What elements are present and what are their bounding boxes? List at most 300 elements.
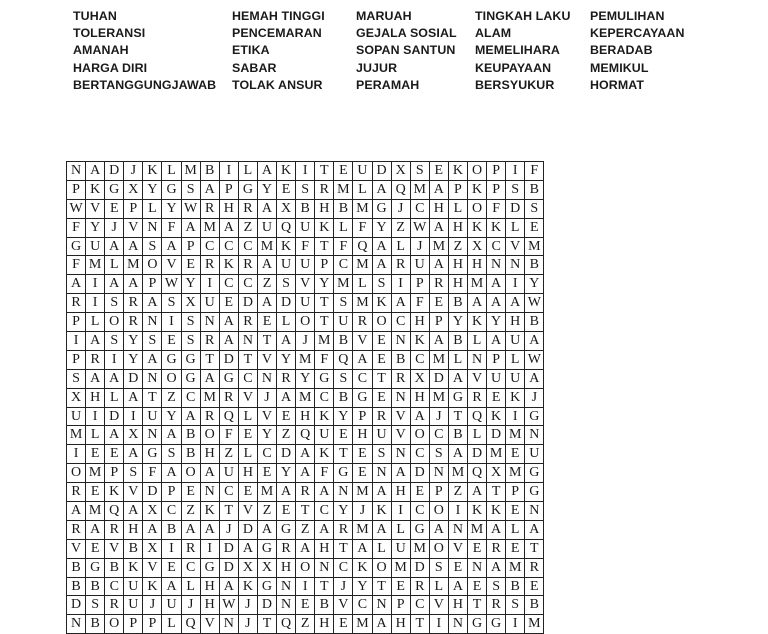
letter-cell[interactable]: R <box>353 313 372 332</box>
letter-cell[interactable]: A <box>448 577 467 596</box>
letter-cell[interactable]: A <box>448 445 467 464</box>
letter-cell[interactable]: G <box>143 445 162 464</box>
letter-cell[interactable]: E <box>391 577 410 596</box>
letter-cell[interactable]: K <box>86 180 105 199</box>
letter-cell[interactable]: R <box>467 388 486 407</box>
letter-cell[interactable]: E <box>257 313 276 332</box>
letter-cell[interactable]: A <box>429 218 448 237</box>
letter-cell[interactable]: T <box>315 162 334 181</box>
letter-cell[interactable]: H <box>86 388 105 407</box>
letter-cell[interactable]: A <box>487 558 506 577</box>
letter-cell[interactable]: U <box>67 407 86 426</box>
letter-cell[interactable]: R <box>200 332 219 351</box>
letter-cell[interactable]: K <box>124 558 143 577</box>
letter-cell[interactable]: M <box>391 558 410 577</box>
letter-cell[interactable]: K <box>372 502 391 521</box>
letter-cell[interactable]: Y <box>334 502 353 521</box>
letter-cell[interactable]: A <box>487 275 506 294</box>
letter-cell[interactable]: C <box>162 502 181 521</box>
letter-cell[interactable]: H <box>353 426 372 445</box>
letter-cell[interactable]: E <box>162 332 181 351</box>
letter-cell[interactable]: W <box>181 199 200 218</box>
letter-cell[interactable]: E <box>467 539 486 558</box>
letter-cell[interactable]: O <box>372 313 391 332</box>
letter-cell[interactable]: G <box>86 558 105 577</box>
letter-cell[interactable]: S <box>429 558 448 577</box>
letter-cell[interactable]: R <box>487 596 506 615</box>
letter-cell[interactable]: P <box>391 596 410 615</box>
letter-cell[interactable]: I <box>162 313 181 332</box>
letter-cell[interactable]: L <box>105 388 124 407</box>
letter-cell[interactable]: U <box>124 577 143 596</box>
letter-cell[interactable]: V <box>162 256 181 275</box>
letter-cell[interactable]: Q <box>296 426 315 445</box>
letter-cell[interactable]: R <box>238 313 257 332</box>
letter-cell[interactable]: Z <box>296 520 315 539</box>
letter-cell[interactable]: H <box>448 275 467 294</box>
letter-cell[interactable]: N <box>143 313 162 332</box>
letter-cell[interactable]: L <box>86 426 105 445</box>
letter-cell[interactable]: G <box>67 237 86 256</box>
letter-cell[interactable]: O <box>467 199 486 218</box>
letter-cell[interactable]: U <box>506 369 525 388</box>
letter-cell[interactable]: Z <box>219 445 238 464</box>
letter-cell[interactable]: G <box>525 464 544 483</box>
letter-cell[interactable]: Z <box>162 388 181 407</box>
letter-cell[interactable]: G <box>238 180 257 199</box>
letter-cell[interactable]: B <box>200 162 219 181</box>
letter-cell[interactable]: D <box>219 558 238 577</box>
letter-cell[interactable]: O <box>200 426 219 445</box>
letter-cell[interactable]: S <box>372 445 391 464</box>
letter-cell[interactable]: T <box>257 615 276 634</box>
letter-cell[interactable]: H <box>277 558 296 577</box>
letter-cell[interactable]: J <box>219 520 238 539</box>
letter-cell[interactable]: A <box>353 539 372 558</box>
letter-cell[interactable]: X <box>257 558 276 577</box>
letter-cell[interactable]: V <box>257 350 276 369</box>
letter-cell[interactable]: V <box>353 332 372 351</box>
letter-cell[interactable]: V <box>296 275 315 294</box>
letter-cell[interactable]: I <box>86 407 105 426</box>
letter-cell[interactable]: Y <box>487 313 506 332</box>
letter-cell[interactable]: E <box>525 577 544 596</box>
letter-cell[interactable]: U <box>353 162 372 181</box>
letter-cell[interactable]: X <box>143 502 162 521</box>
letter-cell[interactable]: U <box>277 256 296 275</box>
letter-cell[interactable]: W <box>162 275 181 294</box>
letter-cell[interactable]: A <box>372 615 391 634</box>
letter-cell[interactable]: Z <box>448 237 467 256</box>
letter-cell[interactable]: Q <box>277 218 296 237</box>
letter-cell[interactable]: U <box>200 294 219 313</box>
letter-cell[interactable]: Q <box>219 407 238 426</box>
letter-cell[interactable]: L <box>506 218 525 237</box>
letter-cell[interactable]: S <box>429 445 448 464</box>
letter-cell[interactable]: B <box>525 180 544 199</box>
letter-cell[interactable]: U <box>506 332 525 351</box>
letter-cell[interactable]: E <box>487 388 506 407</box>
letter-cell[interactable]: L <box>506 350 525 369</box>
letter-cell[interactable]: M <box>334 180 353 199</box>
letter-cell[interactable]: A <box>105 426 124 445</box>
letter-cell[interactable]: I <box>429 615 448 634</box>
letter-cell[interactable]: B <box>506 577 525 596</box>
letter-cell[interactable]: K <box>238 577 257 596</box>
letter-cell[interactable]: H <box>315 615 334 634</box>
letter-cell[interactable]: S <box>525 199 544 218</box>
letter-cell[interactable]: A <box>277 483 296 502</box>
letter-cell[interactable]: S <box>143 332 162 351</box>
letter-cell[interactable]: R <box>277 539 296 558</box>
letter-cell[interactable]: P <box>143 275 162 294</box>
letter-cell[interactable]: R <box>219 388 238 407</box>
letter-cell[interactable]: M <box>487 445 506 464</box>
letter-cell[interactable]: E <box>448 558 467 577</box>
letter-cell[interactable]: G <box>315 369 334 388</box>
letter-cell[interactable]: A <box>372 180 391 199</box>
letter-cell[interactable]: V <box>238 388 257 407</box>
letter-cell[interactable]: H <box>429 199 448 218</box>
letter-cell[interactable]: K <box>143 162 162 181</box>
letter-cell[interactable]: P <box>487 162 506 181</box>
letter-cell[interactable]: S <box>487 577 506 596</box>
letter-cell[interactable]: V <box>200 615 219 634</box>
letter-cell[interactable]: A <box>277 388 296 407</box>
letter-cell[interactable]: T <box>315 577 334 596</box>
letter-cell[interactable]: R <box>105 520 124 539</box>
letter-cell[interactable]: B <box>525 313 544 332</box>
letter-cell[interactable]: T <box>372 577 391 596</box>
letter-cell[interactable]: A <box>257 199 276 218</box>
letter-cell[interactable]: E <box>219 294 238 313</box>
letter-cell[interactable]: A <box>257 294 276 313</box>
letter-cell[interactable]: J <box>429 407 448 426</box>
letter-cell[interactable]: G <box>200 558 219 577</box>
letter-cell[interactable]: M <box>181 162 200 181</box>
letter-cell[interactable]: E <box>86 483 105 502</box>
letter-cell[interactable]: Y <box>525 275 544 294</box>
letter-cell[interactable]: O <box>429 539 448 558</box>
letter-cell[interactable]: A <box>391 464 410 483</box>
letter-cell[interactable]: M <box>315 332 334 351</box>
letter-cell[interactable]: V <box>391 426 410 445</box>
letter-cell[interactable]: A <box>487 294 506 313</box>
letter-cell[interactable]: D <box>124 369 143 388</box>
letter-cell[interactable]: M <box>429 388 448 407</box>
letter-cell[interactable]: A <box>525 369 544 388</box>
letter-cell[interactable]: Q <box>181 615 200 634</box>
letter-cell[interactable]: L <box>143 199 162 218</box>
letter-cell[interactable]: A <box>353 350 372 369</box>
letter-cell[interactable]: K <box>467 502 486 521</box>
letter-cell[interactable]: I <box>391 502 410 521</box>
letter-cell[interactable]: C <box>105 577 124 596</box>
letter-cell[interactable]: I <box>506 275 525 294</box>
letter-cell[interactable]: U <box>257 218 276 237</box>
letter-cell[interactable]: B <box>67 577 86 596</box>
letter-cell[interactable]: A <box>506 294 525 313</box>
letter-cell[interactable]: A <box>162 464 181 483</box>
letter-cell[interactable]: E <box>105 199 124 218</box>
letter-cell[interactable]: G <box>181 350 200 369</box>
letter-cell[interactable]: T <box>315 313 334 332</box>
letter-cell[interactable]: L <box>448 199 467 218</box>
letter-cell[interactable]: E <box>296 596 315 615</box>
letter-cell[interactable]: T <box>410 615 429 634</box>
letter-cell[interactable]: A <box>372 256 391 275</box>
letter-cell[interactable]: B <box>334 388 353 407</box>
letter-cell[interactable]: E <box>372 388 391 407</box>
letter-cell[interactable]: Y <box>448 313 467 332</box>
letter-cell[interactable]: L <box>429 577 448 596</box>
letter-cell[interactable]: M <box>467 520 486 539</box>
letter-cell[interactable]: P <box>143 615 162 634</box>
letter-cell[interactable]: M <box>86 256 105 275</box>
letter-cell[interactable]: F <box>219 426 238 445</box>
letter-cell[interactable]: M <box>334 275 353 294</box>
letter-cell[interactable]: H <box>200 596 219 615</box>
letter-cell[interactable]: A <box>200 180 219 199</box>
letter-cell[interactable]: J <box>296 332 315 351</box>
letter-cell[interactable]: E <box>238 426 257 445</box>
letter-cell[interactable]: A <box>372 237 391 256</box>
letter-cell[interactable]: C <box>257 445 276 464</box>
letter-cell[interactable]: S <box>506 596 525 615</box>
letter-cell[interactable]: D <box>487 426 506 445</box>
letter-cell[interactable]: C <box>238 237 257 256</box>
letter-cell[interactable]: K <box>487 502 506 521</box>
letter-cell[interactable]: R <box>200 199 219 218</box>
letter-cell[interactable]: U <box>296 294 315 313</box>
letter-cell[interactable]: I <box>162 539 181 558</box>
letter-cell[interactable]: B <box>124 539 143 558</box>
letter-cell[interactable]: H <box>391 483 410 502</box>
letter-cell[interactable]: J <box>181 596 200 615</box>
letter-cell[interactable]: X <box>410 369 429 388</box>
letter-cell[interactable]: I <box>200 275 219 294</box>
letter-cell[interactable]: A <box>315 483 334 502</box>
letter-cell[interactable]: S <box>506 180 525 199</box>
letter-cell[interactable]: F <box>334 237 353 256</box>
letter-cell[interactable]: A <box>143 294 162 313</box>
letter-cell[interactable]: J <box>238 615 257 634</box>
letter-cell[interactable]: M <box>429 350 448 369</box>
letter-cell[interactable]: R <box>410 577 429 596</box>
letter-cell[interactable]: Y <box>257 426 276 445</box>
letter-cell[interactable]: Z <box>391 218 410 237</box>
letter-cell[interactable]: L <box>353 275 372 294</box>
letter-cell[interactable]: Y <box>124 350 143 369</box>
letter-cell[interactable]: N <box>200 483 219 502</box>
letter-cell[interactable]: N <box>143 426 162 445</box>
letter-cell[interactable]: C <box>315 502 334 521</box>
letter-cell[interactable]: N <box>143 369 162 388</box>
letter-cell[interactable]: V <box>257 407 276 426</box>
letter-cell[interactable]: G <box>448 388 467 407</box>
letter-cell[interactable]: E <box>181 256 200 275</box>
letter-cell[interactable]: F <box>410 294 429 313</box>
letter-cell[interactable]: S <box>181 180 200 199</box>
letter-cell[interactable]: V <box>124 218 143 237</box>
letter-cell[interactable]: D <box>67 596 86 615</box>
letter-cell[interactable]: H <box>448 596 467 615</box>
letter-cell[interactable]: A <box>181 218 200 237</box>
letter-cell[interactable]: R <box>334 520 353 539</box>
letter-cell[interactable]: M <box>506 558 525 577</box>
letter-cell[interactable]: E <box>525 218 544 237</box>
letter-cell[interactable]: E <box>334 162 353 181</box>
letter-cell[interactable]: C <box>181 388 200 407</box>
letter-cell[interactable]: Y <box>315 275 334 294</box>
letter-cell[interactable]: A <box>143 520 162 539</box>
letter-cell[interactable]: N <box>487 256 506 275</box>
letter-cell[interactable]: E <box>105 445 124 464</box>
letter-cell[interactable]: J <box>105 218 124 237</box>
letter-cell[interactable]: U <box>391 539 410 558</box>
letter-cell[interactable]: O <box>105 615 124 634</box>
letter-cell[interactable]: Y <box>334 407 353 426</box>
letter-cell[interactable]: A <box>200 520 219 539</box>
letter-cell[interactable]: E <box>372 332 391 351</box>
letter-cell[interactable]: A <box>296 464 315 483</box>
letter-cell[interactable]: P <box>448 180 467 199</box>
letter-cell[interactable]: E <box>506 502 525 521</box>
letter-cell[interactable]: N <box>143 218 162 237</box>
letter-cell[interactable]: R <box>67 294 86 313</box>
letter-cell[interactable]: M <box>86 502 105 521</box>
letter-cell[interactable]: W <box>525 294 544 313</box>
letter-cell[interactable]: V <box>467 369 486 388</box>
letter-cell[interactable]: L <box>391 520 410 539</box>
letter-cell[interactable]: G <box>334 464 353 483</box>
letter-cell[interactable]: K <box>143 577 162 596</box>
letter-cell[interactable]: T <box>238 350 257 369</box>
letter-cell[interactable]: O <box>410 426 429 445</box>
letter-cell[interactable]: G <box>525 483 544 502</box>
letter-cell[interactable]: X <box>487 464 506 483</box>
letter-cell[interactable]: P <box>67 180 86 199</box>
letter-cell[interactable]: M <box>86 464 105 483</box>
letter-cell[interactable]: R <box>124 313 143 332</box>
letter-cell[interactable]: J <box>238 596 257 615</box>
letter-cell[interactable]: N <box>200 313 219 332</box>
letter-cell[interactable]: V <box>86 199 105 218</box>
letter-cell[interactable]: P <box>353 407 372 426</box>
letter-cell[interactable]: S <box>277 275 296 294</box>
letter-cell[interactable]: A <box>372 483 391 502</box>
letter-cell[interactable]: D <box>410 558 429 577</box>
letter-cell[interactable]: H <box>506 313 525 332</box>
letter-cell[interactable]: J <box>257 388 276 407</box>
letter-cell[interactable]: N <box>448 615 467 634</box>
letter-cell[interactable]: Z <box>296 615 315 634</box>
letter-cell[interactable]: N <box>506 256 525 275</box>
letter-cell[interactable]: G <box>372 199 391 218</box>
letter-cell[interactable]: E <box>429 162 448 181</box>
letter-cell[interactable]: Y <box>257 180 276 199</box>
letter-cell[interactable]: Z <box>257 502 276 521</box>
letter-cell[interactable]: H <box>467 256 486 275</box>
letter-cell[interactable]: A <box>525 332 544 351</box>
letter-cell[interactable]: S <box>105 332 124 351</box>
letter-cell[interactable]: G <box>162 350 181 369</box>
letter-cell[interactable]: L <box>181 577 200 596</box>
letter-cell[interactable]: Z <box>277 426 296 445</box>
letter-cell[interactable]: K <box>219 256 238 275</box>
letter-cell[interactable]: P <box>124 199 143 218</box>
letter-cell[interactable]: E <box>334 615 353 634</box>
letter-cell[interactable]: X <box>467 237 486 256</box>
letter-cell[interactable]: H <box>410 313 429 332</box>
letter-cell[interactable]: K <box>467 218 486 237</box>
letter-cell[interactable]: A <box>219 313 238 332</box>
letter-cell[interactable]: Y <box>353 577 372 596</box>
letter-cell[interactable]: D <box>506 199 525 218</box>
letter-cell[interactable]: E <box>238 483 257 502</box>
letter-cell[interactable]: D <box>238 520 257 539</box>
letter-cell[interactable]: A <box>429 180 448 199</box>
letter-cell[interactable]: U <box>124 596 143 615</box>
letter-cell[interactable]: B <box>181 445 200 464</box>
letter-cell[interactable]: A <box>296 539 315 558</box>
letter-cell[interactable]: N <box>372 596 391 615</box>
letter-cell[interactable]: R <box>429 275 448 294</box>
letter-cell[interactable]: B <box>334 332 353 351</box>
letter-cell[interactable]: M <box>296 388 315 407</box>
letter-cell[interactable]: T <box>448 407 467 426</box>
letter-cell[interactable]: V <box>506 237 525 256</box>
letter-cell[interactable]: N <box>467 558 486 577</box>
letter-cell[interactable]: A <box>86 162 105 181</box>
letter-cell[interactable]: W <box>219 596 238 615</box>
letter-cell[interactable]: I <box>219 162 238 181</box>
letter-cell[interactable]: F <box>525 162 544 181</box>
letter-cell[interactable]: D <box>105 407 124 426</box>
letter-cell[interactable]: L <box>277 313 296 332</box>
letter-cell[interactable]: G <box>257 577 276 596</box>
letter-cell[interactable]: U <box>315 426 334 445</box>
letter-cell[interactable]: B <box>181 426 200 445</box>
letter-cell[interactable]: S <box>86 596 105 615</box>
letter-cell[interactable]: P <box>67 350 86 369</box>
letter-cell[interactable]: T <box>257 332 276 351</box>
letter-cell[interactable]: J <box>410 237 429 256</box>
letter-cell[interactable]: Y <box>124 332 143 351</box>
letter-cell[interactable]: A <box>277 332 296 351</box>
letter-cell[interactable]: C <box>219 483 238 502</box>
letter-cell[interactable]: P <box>315 256 334 275</box>
letter-cell[interactable]: B <box>67 558 86 577</box>
letter-cell[interactable]: A <box>105 275 124 294</box>
letter-cell[interactable]: Y <box>181 275 200 294</box>
letter-cell[interactable]: E <box>429 294 448 313</box>
letter-cell[interactable]: M <box>353 483 372 502</box>
letter-cell[interactable]: I <box>391 275 410 294</box>
letter-cell[interactable]: E <box>277 407 296 426</box>
letter-cell[interactable]: B <box>86 615 105 634</box>
letter-cell[interactable]: L <box>334 218 353 237</box>
letter-cell[interactable]: R <box>525 558 544 577</box>
letter-cell[interactable]: R <box>487 539 506 558</box>
letter-cell[interactable]: H <box>391 615 410 634</box>
letter-cell[interactable]: K <box>277 237 296 256</box>
letter-cell[interactable]: Q <box>353 237 372 256</box>
letter-cell[interactable]: Y <box>277 350 296 369</box>
letter-cell[interactable]: C <box>410 502 429 521</box>
letter-cell[interactable]: P <box>487 180 506 199</box>
letter-cell[interactable]: B <box>448 332 467 351</box>
